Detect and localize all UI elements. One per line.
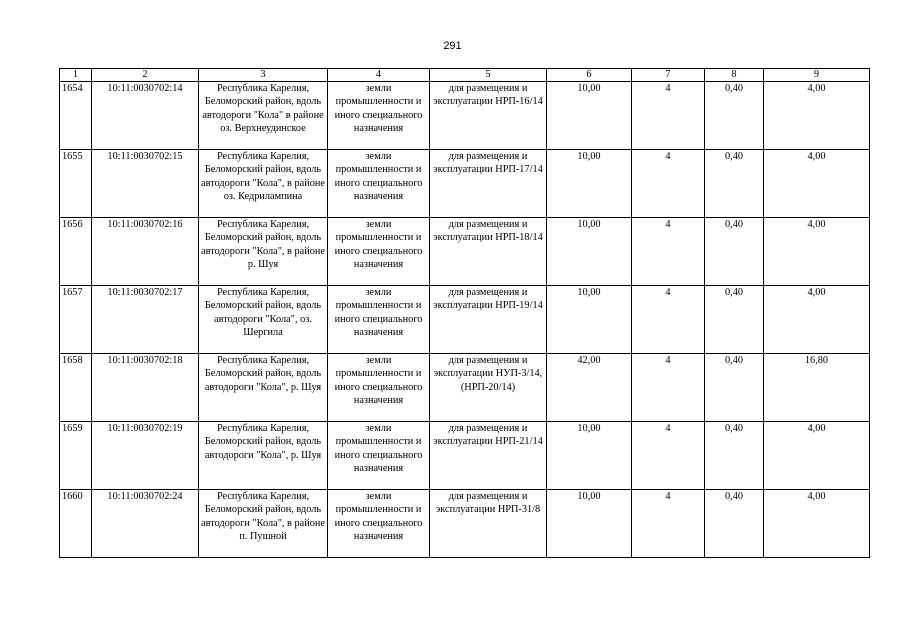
purpose-cell: для размещения и эксплуатации НУП-3/14, (НРП-20/14)	[430, 354, 547, 422]
column-header: 3	[199, 69, 328, 82]
row-number-cell: 1655	[60, 150, 92, 218]
column-6-cell: 10,00	[547, 150, 632, 218]
column-9-cell: 16,80	[764, 354, 870, 422]
column-header: 2	[92, 69, 199, 82]
column-header: 7	[632, 69, 705, 82]
land-category-cell: земли промышленности и иного специального назначения	[328, 150, 430, 218]
column-7-cell: 4	[632, 354, 705, 422]
column-9-cell: 4,00	[764, 218, 870, 286]
row-number-cell: 1658	[60, 354, 92, 422]
purpose-cell: для размещения и эксплуатации НРП-17/14	[430, 150, 547, 218]
cadastral-number-cell: 10:11:0030702:24	[92, 490, 199, 558]
cadastral-number-cell: 10:11:0030702:19	[92, 422, 199, 490]
row-number-cell: 1654	[60, 82, 92, 150]
column-7-cell: 4	[632, 422, 705, 490]
column-header: 1	[60, 69, 92, 82]
row-number-cell: 1656	[60, 218, 92, 286]
table-body	[60, 82, 870, 558]
land-category-cell: земли промышленности и иного специального назначения	[328, 422, 430, 490]
land-category-cell: земли промышленности и иного специального назначения	[328, 286, 430, 354]
land-category-cell: земли промышленности и иного специального назначения	[328, 490, 430, 558]
cadastral-number-cell: 10:11:0030702:15	[92, 150, 199, 218]
table-row	[60, 354, 870, 422]
column-7-cell: 4	[632, 150, 705, 218]
column-6-cell: 10,00	[547, 82, 632, 150]
land-category-cell: земли промышленности и иного специального назначения	[328, 354, 430, 422]
column-6-cell: 10,00	[547, 490, 632, 558]
address-cell: Республика Карелия, Беломорский район, вдоль автодороги "Кола", в районе р. Шуя	[199, 218, 328, 286]
table-header	[60, 69, 870, 82]
address-cell: Республика Карелия, Беломорский район, вдоль автодороги "Кола" в районе оз. Верхнеудинское	[199, 82, 328, 150]
column-8-cell: 0,40	[705, 150, 764, 218]
column-header: 8	[705, 69, 764, 82]
column-8-cell: 0,40	[705, 354, 764, 422]
header-row	[60, 69, 870, 82]
column-8-cell: 0,40	[705, 490, 764, 558]
purpose-cell: для размещения и эксплуатации НРП-21/14	[430, 422, 547, 490]
address-cell: Республика Карелия, Беломорский район, вдоль автодороги "Кола", р. Шуя	[199, 422, 328, 490]
address-cell: Республика Карелия, Беломорский район, вдоль автодороги "Кола", р. Шуя	[199, 354, 328, 422]
column-9-cell: 4,00	[764, 286, 870, 354]
cadastral-number-cell: 10:11:0030702:18	[92, 354, 199, 422]
page-number: 291	[443, 40, 462, 52]
column-7-cell: 4	[632, 490, 705, 558]
column-header: 9	[764, 69, 870, 82]
row-number-cell: 1657	[60, 286, 92, 354]
table-row	[60, 150, 870, 218]
address-cell: Республика Карелия, Беломорский район, вдоль автодороги "Кола", в районе оз. Кедрилампина	[199, 150, 328, 218]
purpose-cell: для размещения и эксплуатации НРП-18/14	[430, 218, 547, 286]
table-row	[60, 218, 870, 286]
column-9-cell: 4,00	[764, 150, 870, 218]
land-category-cell: земли промышленности и иного специального назначения	[328, 82, 430, 150]
cadastral-number-cell: 10:11:0030702:14	[92, 82, 199, 150]
address-cell: Республика Карелия, Беломорский район, вдоль автодороги "Кола", оз. Шергила	[199, 286, 328, 354]
table-row	[60, 490, 870, 558]
column-8-cell: 0,40	[705, 82, 764, 150]
land-category-cell: земли промышленности и иного специального назначения	[328, 218, 430, 286]
table-row	[60, 286, 870, 354]
column-9-cell: 4,00	[764, 422, 870, 490]
column-6-cell: 10,00	[547, 218, 632, 286]
row-number-cell: 1659	[60, 422, 92, 490]
purpose-cell: для размещения и эксплуатации НРП-31/8	[430, 490, 547, 558]
cadastral-number-cell: 10:11:0030702:17	[92, 286, 199, 354]
column-header: 5	[430, 69, 547, 82]
column-8-cell: 0,40	[705, 218, 764, 286]
column-6-cell: 42,00	[547, 354, 632, 422]
column-7-cell: 4	[632, 286, 705, 354]
column-8-cell: 0,40	[705, 286, 764, 354]
cadastral-number-cell: 10:11:0030702:16	[92, 218, 199, 286]
purpose-cell: для размещения и эксплуатации НРП-16/14	[430, 82, 547, 150]
column-header: 4	[328, 69, 430, 82]
column-header: 6	[547, 69, 632, 82]
table-row	[60, 422, 870, 490]
column-9-cell: 4,00	[764, 82, 870, 150]
column-8-cell: 0,40	[705, 422, 764, 490]
column-9-cell: 4,00	[764, 490, 870, 558]
purpose-cell: для размещения и эксплуатации НРП-19/14	[430, 286, 547, 354]
column-7-cell: 4	[632, 218, 705, 286]
land-plot-table	[59, 68, 870, 558]
table-row	[60, 82, 870, 150]
column-7-cell: 4	[632, 82, 705, 150]
row-number-cell: 1660	[60, 490, 92, 558]
address-cell: Республика Карелия, Беломорский район, вдоль автодороги "Кола", в районе п. Пушной	[199, 490, 328, 558]
column-6-cell: 10,00	[547, 422, 632, 490]
column-6-cell: 10,00	[547, 286, 632, 354]
